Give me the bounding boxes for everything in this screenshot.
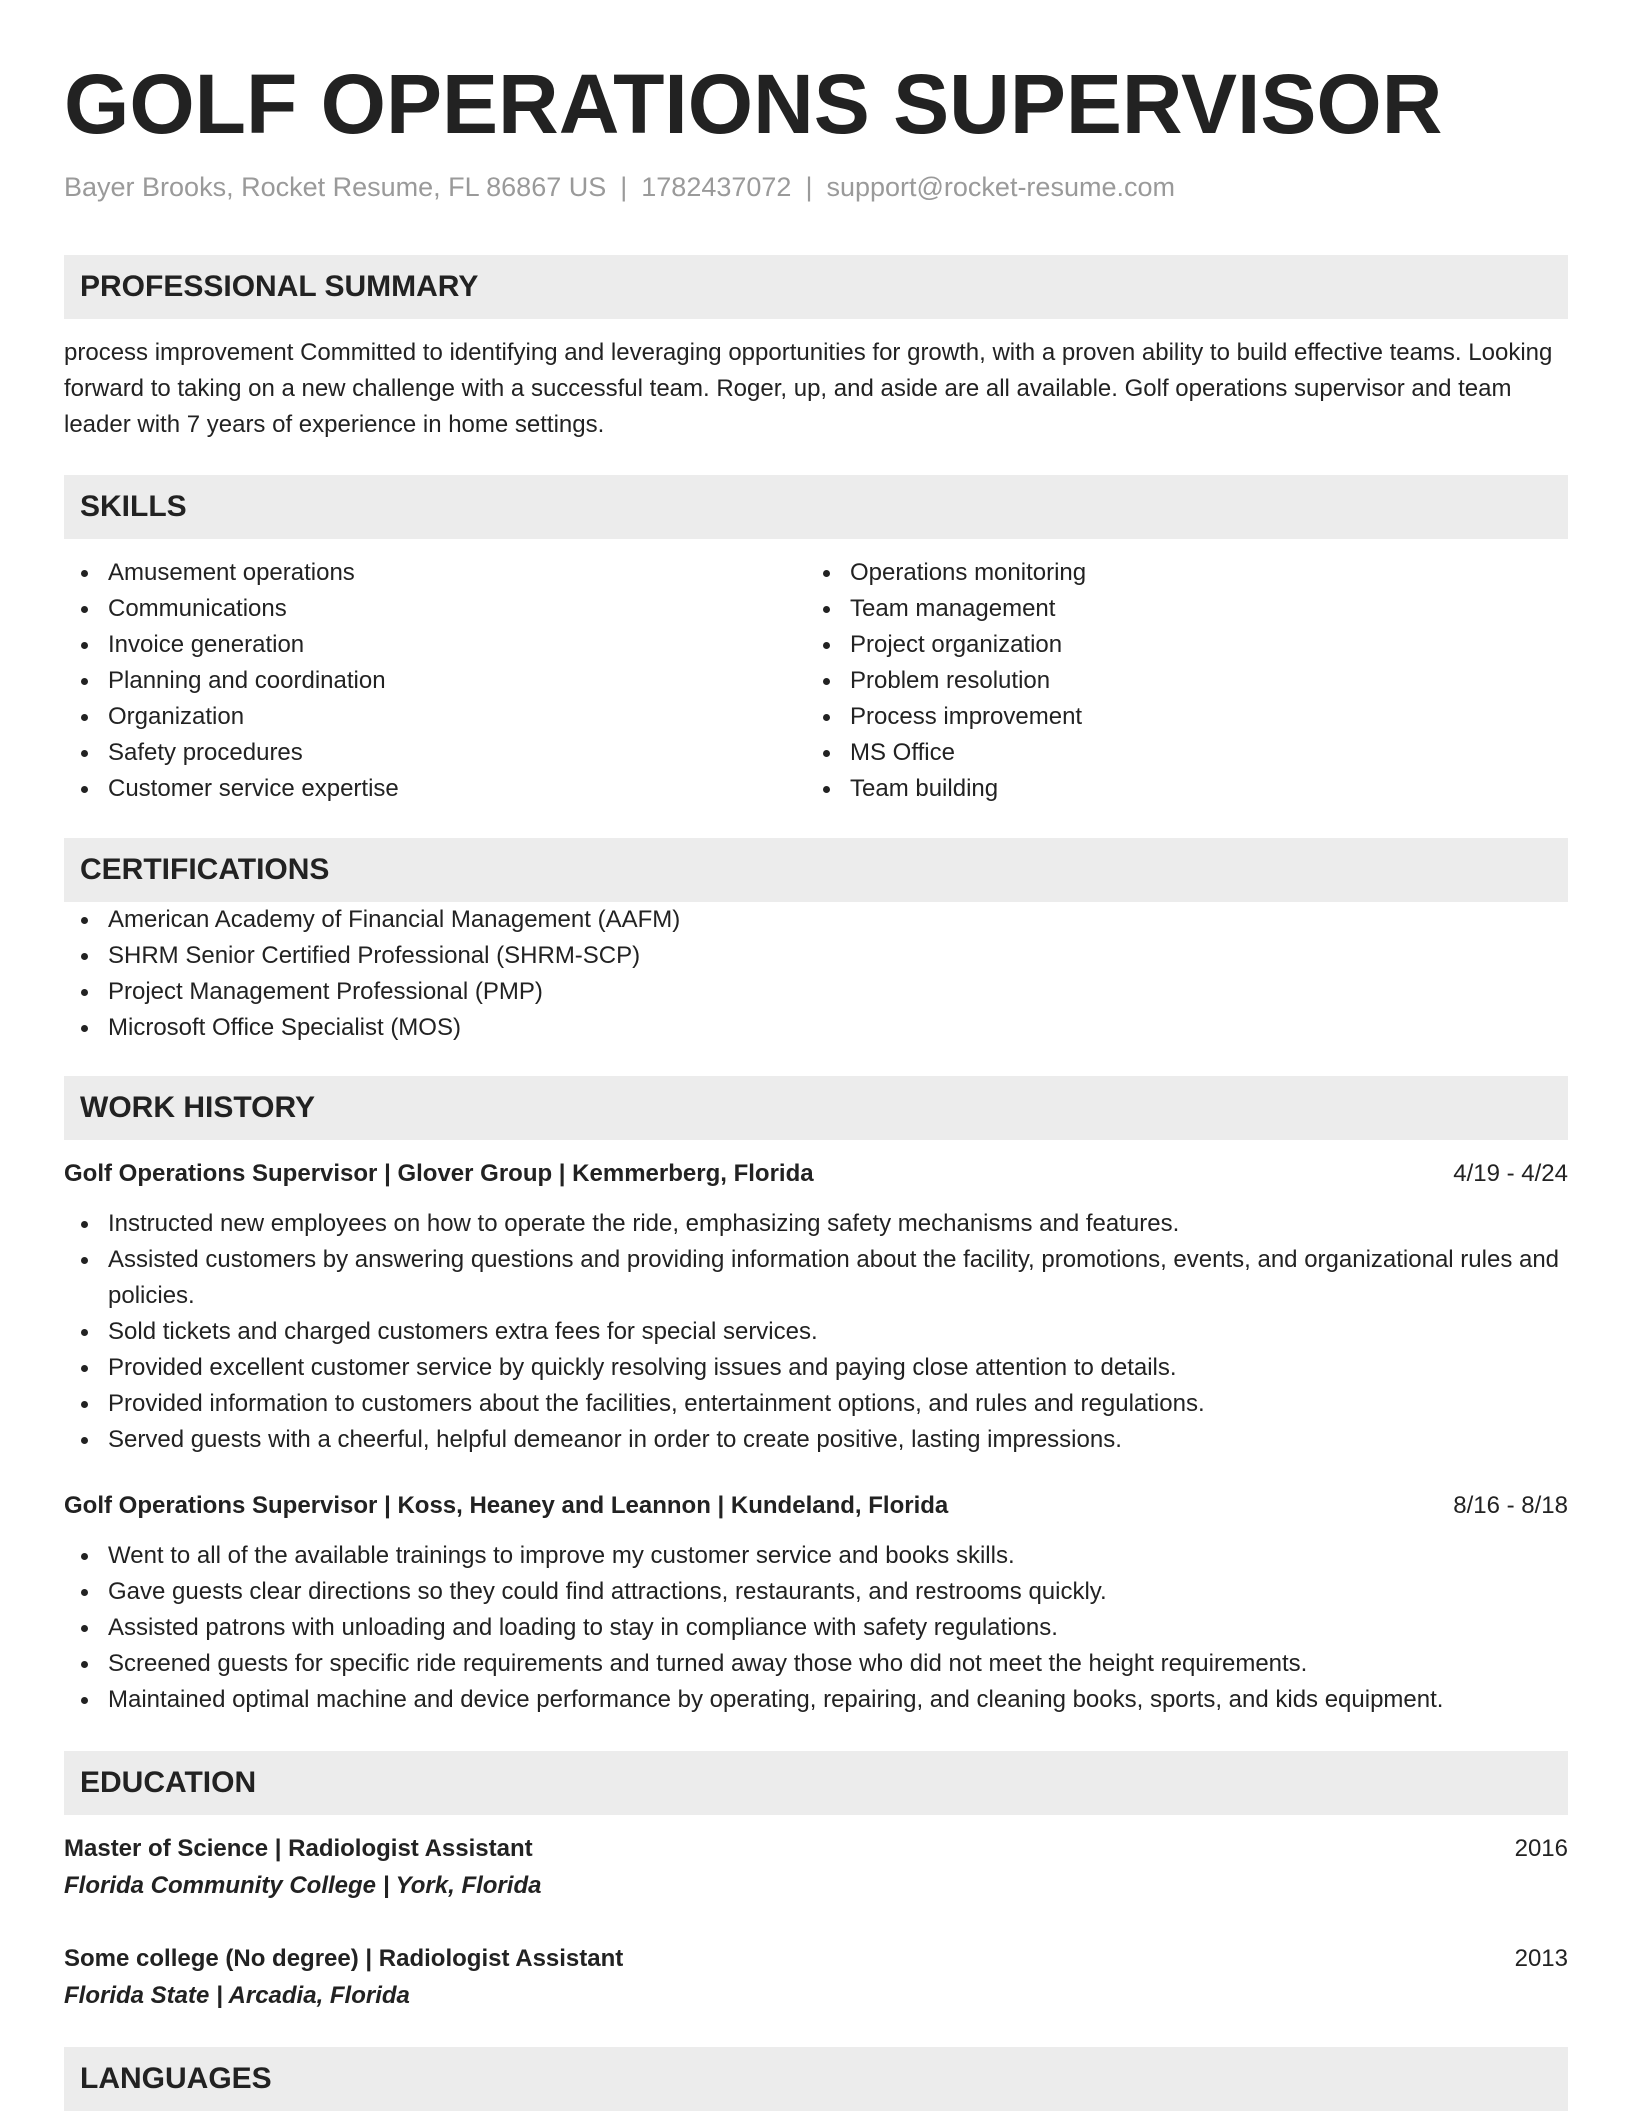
- job-header: [64, 1488, 1568, 1524]
- education-heading: EDUCATION: [64, 1751, 1568, 1815]
- skills-grid: [64, 555, 1568, 807]
- skills-column-right: [806, 555, 1548, 807]
- job-bullet: Assisted customers by answering questions and providing information about the facility, promotions, events, and organizational rules and policies.: [64, 1242, 1568, 1314]
- skill-item: Planning and coordination: [64, 663, 806, 699]
- skill-item: Invoice generation: [64, 627, 806, 663]
- skill-item: Communications: [64, 591, 806, 627]
- certifications-heading: CERTIFICATIONS: [64, 838, 1568, 902]
- job-bullet: Went to all of the available trainings to improve my customer service and books skills.: [64, 1538, 1568, 1574]
- certification-item: American Academy of Financial Management (AAFM): [64, 902, 1568, 938]
- contact-separator: |: [805, 172, 813, 202]
- skills-heading: SKILLS: [64, 475, 1568, 539]
- job-entry: [64, 1156, 1568, 1458]
- job-header: [64, 1156, 1568, 1192]
- education-year: 2013: [1514, 1945, 1568, 1972]
- job-entry: [64, 1488, 1568, 1718]
- job-dates: 8/16 - 8/18: [1453, 1492, 1568, 1519]
- skill-item: Safety procedures: [64, 735, 806, 771]
- skill-item: Organization: [64, 699, 806, 735]
- job-bullet: Sold tickets and charged customers extra fees for special services.: [64, 1314, 1568, 1350]
- skill-item: Amusement operations: [64, 555, 806, 591]
- resume-page: [64, 0, 1568, 2111]
- skill-item: Project organization: [806, 627, 1548, 663]
- resume-title: GOLF OPERATIONS SUPERVISOR: [64, 57, 1443, 151]
- work-history-heading: WORK HISTORY: [64, 1076, 1568, 1140]
- job-bullet: Served guests with a cheerful, helpful demeanor in order to create positive, lasting impressions.: [64, 1422, 1568, 1458]
- education-header: [64, 1831, 1568, 1867]
- contact-email: support@rocket-resume.com: [826, 172, 1175, 202]
- education-school: Florida State | Arcadia, Florida: [64, 1982, 410, 2009]
- skill-item: MS Office: [806, 735, 1548, 771]
- job-title: Golf Operations Supervisor | Koss, Heaney and Leannon | Kundeland, Florida: [64, 1492, 949, 1519]
- education-school: Florida Community College | York, Florida: [64, 1872, 542, 1899]
- certification-item: Microsoft Office Specialist (MOS): [64, 1010, 1568, 1046]
- job-bullet: Instructed new employees on how to operate the ride, emphasizing safety mechanisms and features.: [64, 1206, 1568, 1242]
- job-bullet: Maintained optimal machine and device performance by operating, repairing, and cleaning books, sports, and kids equipment.: [64, 1682, 1568, 1718]
- skill-item: Team building: [806, 771, 1548, 807]
- skill-item: Problem resolution: [806, 663, 1548, 699]
- job-bullet: Gave guests clear directions so they could find attractions, restaurants, and restrooms quickly.: [64, 1574, 1568, 1610]
- contact-phone: 1782437072: [641, 172, 792, 202]
- education-header: [64, 1941, 1568, 1977]
- job-bullet: Assisted patrons with unloading and loading to stay in compliance with safety regulations.: [64, 1610, 1568, 1646]
- job-bullet: Provided information to customers about the facilities, entertainment options, and rules and regulations.: [64, 1386, 1568, 1422]
- job-bullets: [64, 1206, 1568, 1458]
- skill-item: Team management: [806, 591, 1548, 627]
- skill-item: Process improvement: [806, 699, 1548, 735]
- job-title: Golf Operations Supervisor | Glover Group | Kemmerberg, Florida: [64, 1160, 814, 1187]
- job-bullets: [64, 1538, 1568, 1718]
- education-degree: Some college (No degree) | Radiologist Assistant: [64, 1945, 624, 1972]
- certification-item: Project Management Professional (PMP): [64, 974, 1568, 1010]
- contact-line: [64, 170, 1568, 204]
- job-bullet: Provided excellent customer service by quickly resolving issues and paying close attention to details.: [64, 1350, 1568, 1386]
- certifications-list: [64, 902, 1568, 1046]
- contact-separator: |: [620, 172, 628, 202]
- languages-heading: LANGUAGES: [64, 2047, 1568, 2111]
- education-year: 2016: [1514, 1835, 1568, 1862]
- summary-text: process improvement Committed to identifying and leveraging opportunities for growth, with a proven ability to build effective teams. Looking forward to taking on a new challenge with a successful team. Roger, up, and aside are all available. Golf operations supervisor and team leader with 7 years of experience in home settings.: [64, 339, 1553, 438]
- education-degree: Master of Science | Radiologist Assistant: [64, 1835, 533, 1862]
- skills-column-left: [64, 555, 806, 807]
- certification-item: SHRM Senior Certified Professional (SHRM-SCP): [64, 938, 1568, 974]
- job-bullet: Screened guests for specific ride requirements and turned away those who did not meet the height requirements.: [64, 1646, 1568, 1682]
- education-entry: [64, 1831, 1568, 1905]
- job-dates: 4/19 - 4/24: [1453, 1160, 1568, 1187]
- contact-address: Bayer Brooks, Rocket Resume, FL 86867 US: [64, 172, 607, 202]
- skill-item: Customer service expertise: [64, 771, 806, 807]
- summary-heading: PROFESSIONAL SUMMARY: [64, 255, 1568, 319]
- skill-item: Operations monitoring: [806, 555, 1548, 591]
- education-entry: [64, 1941, 1568, 2015]
